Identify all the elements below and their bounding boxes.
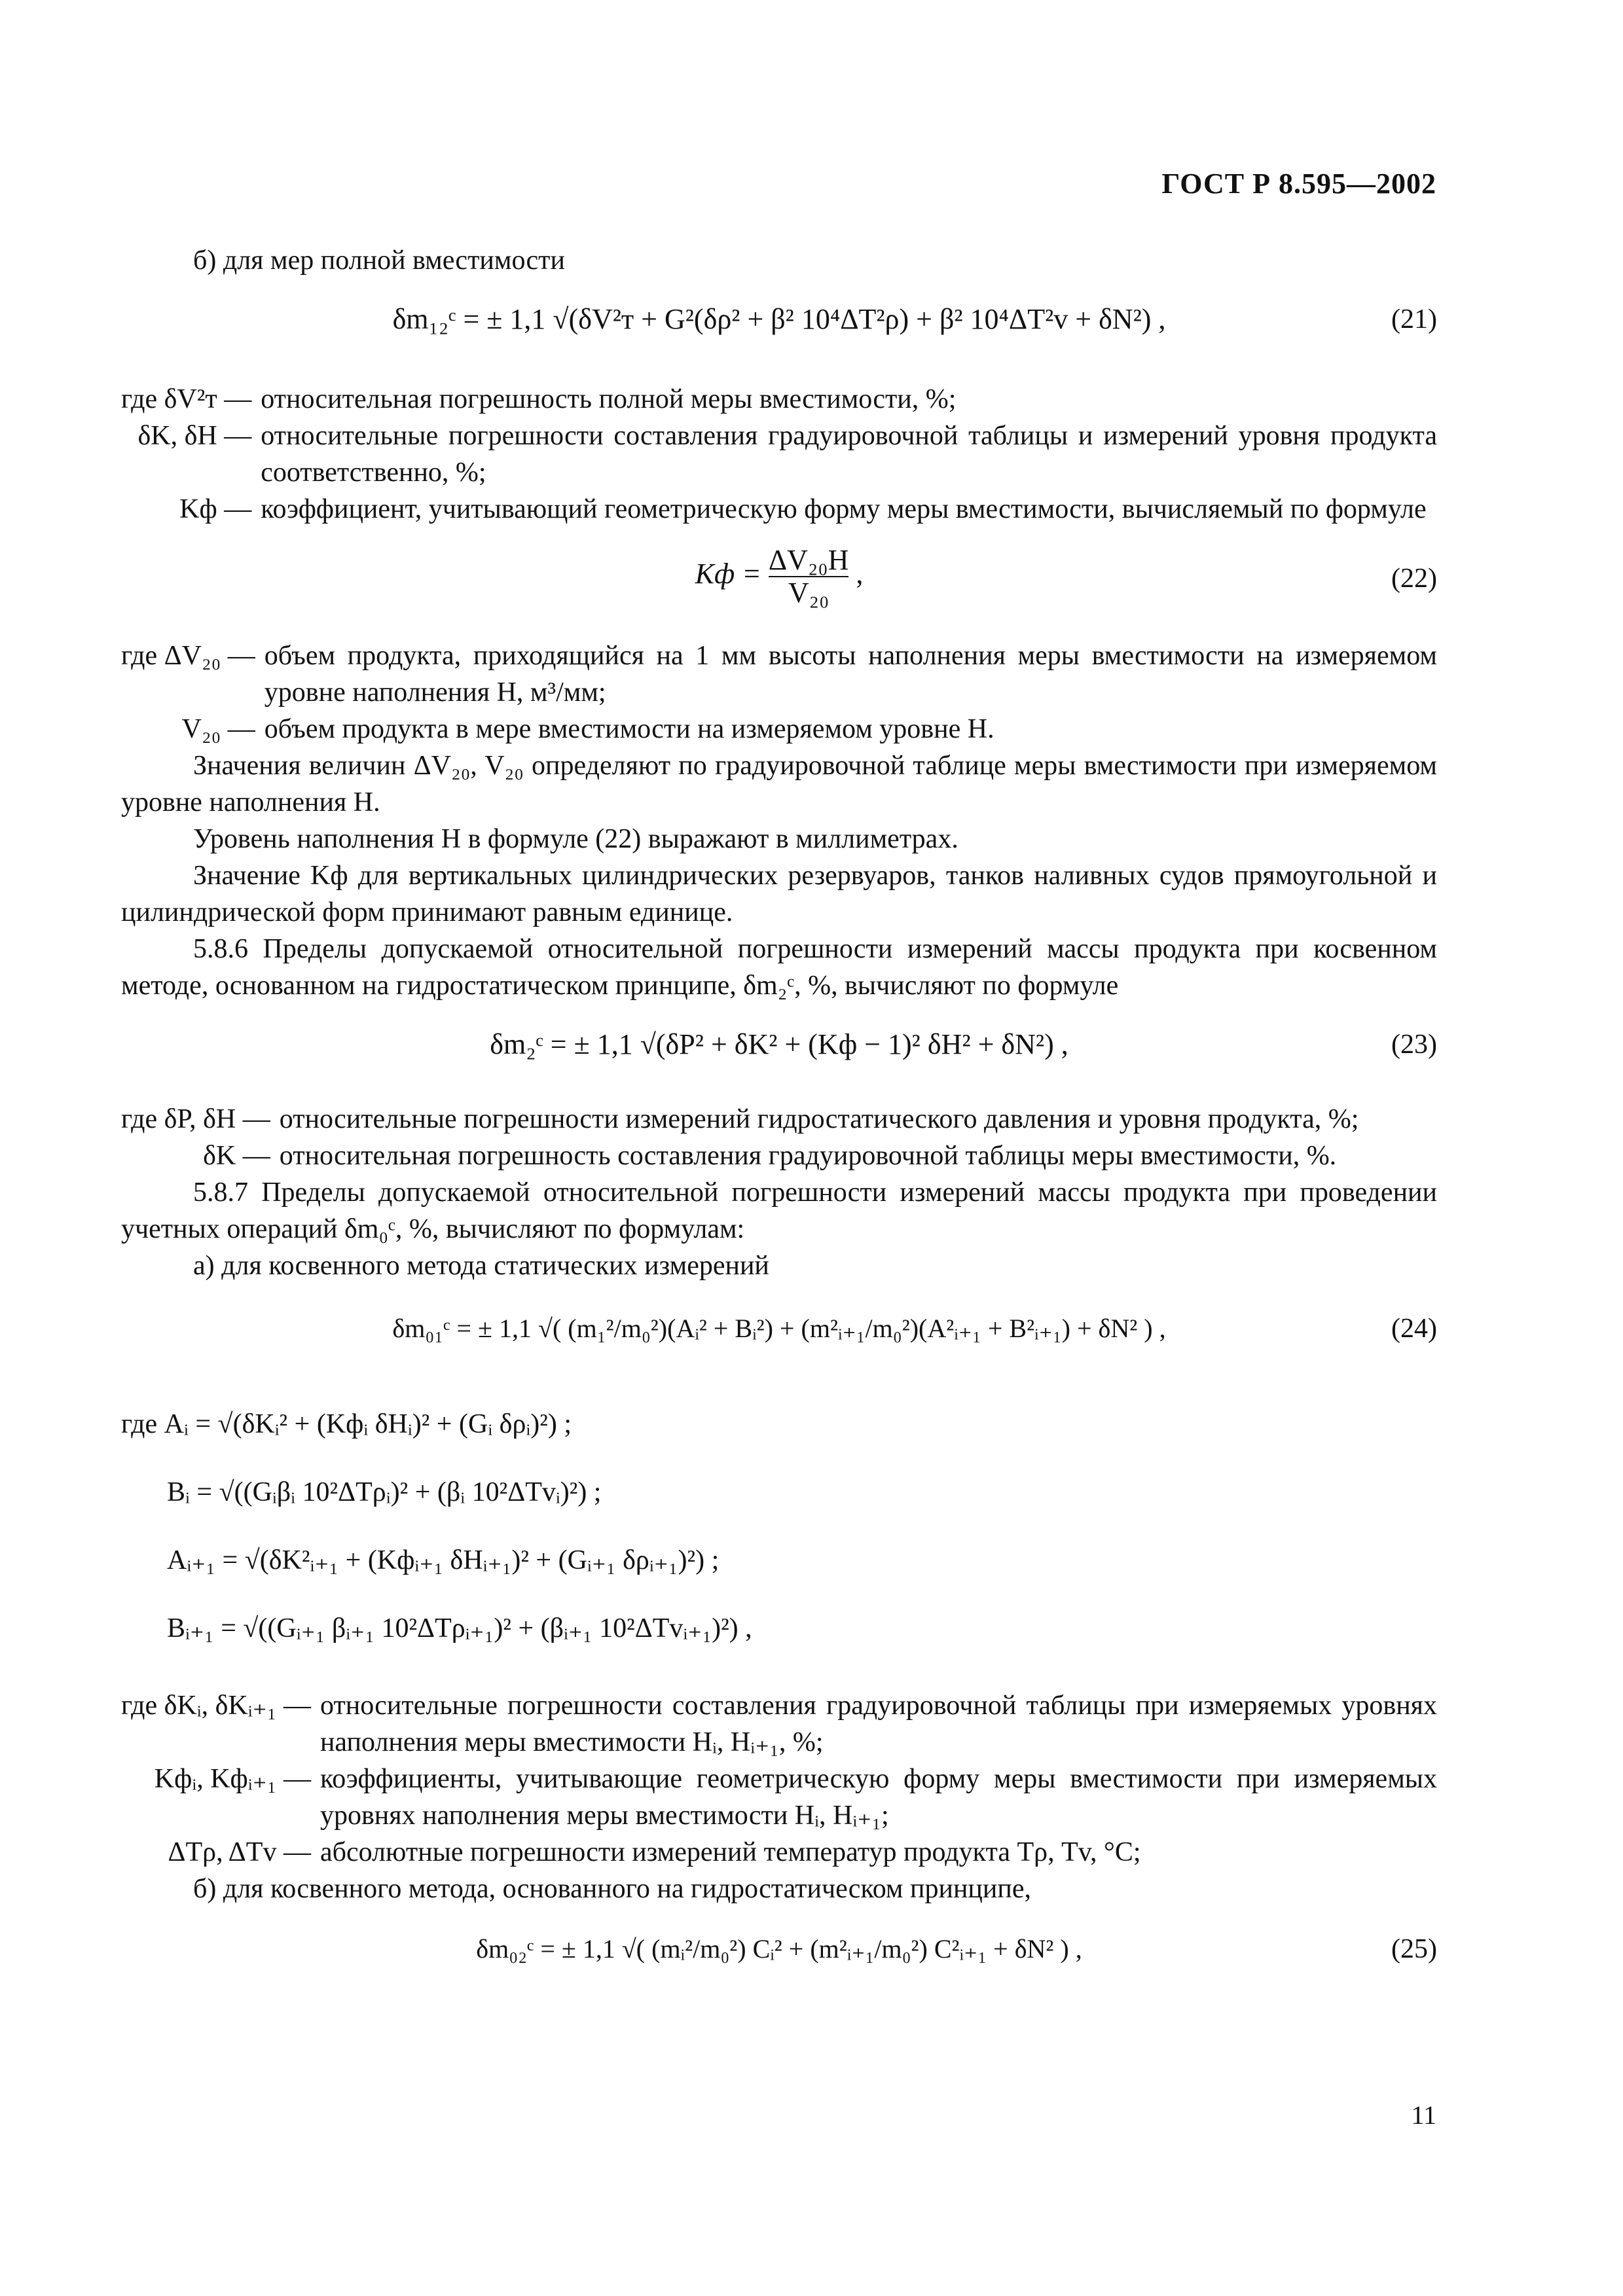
paragraph: Значение Kф для вертикальных цилиндрических резервуаров, танков наливных судов прямоугольной и цилиндрической форм принимают равным единице.: [121, 861, 1437, 927]
def-text: относительные погрешности составления градуировочной таблицы при измеряемых уровнях наполнения меры вместимости Hᵢ, Hᵢ₊₁, %;: [319, 1691, 1437, 1757]
paragraph: Уровень наполнения H в формуле (22) выражают в миллиметрах.: [193, 824, 958, 854]
formula-ai-plus-1: Aᵢ₊₁ = √(δK²ᵢ₊₁ + (Kфᵢ₊₁ δHᵢ₊₁)² + (Gᵢ₊₁ δρᵢ₊₁)²) ;: [167, 1545, 720, 1575]
def-term: где δP, δH —: [121, 1104, 270, 1134]
paragraph: а) для косвенного метода статических измерений: [193, 1251, 769, 1281]
formula: δm₁₂ᶜ = ± 1,1 √(δV²т + G²(δρ² + β² 10⁴ΔT²ρ) + β² 10⁴ΔT²v + δN²) ,: [392, 303, 1166, 335]
def-text: относительные погрешности составления градуировочной таблицы и измерений уровня продукта соответственно, %;: [261, 421, 1437, 488]
equation-number: (22): [1391, 564, 1437, 594]
definitions-24: [121, 1687, 1437, 1871]
equation-number: (23): [1391, 1030, 1437, 1060]
formula-ai: где Aᵢ = √(δKᵢ² + (Kфᵢ δHᵢ)² + (Gᵢ δρᵢ)²) ;: [121, 1409, 572, 1439]
def-term: ΔTρ, ΔTv —: [168, 1837, 311, 1867]
denominator: V₂₀: [788, 577, 830, 609]
paragraph: б) для косвенного метода, основанного на гидростатическом принципе,: [193, 1874, 1031, 1904]
auxiliary-formulas: [121, 1406, 1437, 1678]
equation-number: (24): [1391, 1314, 1437, 1344]
def-term: где δV²т —: [121, 384, 252, 414]
equation-22: [121, 545, 1437, 623]
def-text: относительные погрешности измерений гидростатического давления и уровня продукта, %;: [279, 1104, 1359, 1134]
def-text: абсолютные погрешности измерений температур продукта Tρ, Tv, °С;: [319, 1837, 1141, 1867]
paragraph: Значения величин ΔV₂₀, V₂₀ определяют по градуировочной таблице меры вместимости при измеряемом уровне наполнения H.: [121, 751, 1437, 817]
formula: δm₀₁ᶜ = ± 1,1 √( (m₁²/m₀²)(Aᵢ² + Bᵢ²) + (m²ᵢ₊₁/m₀²)(A²ᵢ₊₁ + B²ᵢ₊₁) + δN² ) ,: [392, 1314, 1166, 1343]
formula-bi-plus-1: Bᵢ₊₁ = √((Gᵢ₊₁ βᵢ₊₁ 10²ΔTρᵢ₊₁)² + (βᵢ₊₁ 10²ΔTvᵢ₊₁)²) ,: [167, 1613, 752, 1643]
numerator: ΔV₂₀H: [768, 544, 849, 576]
standard-code-header: ГОСТ Р 8.595—2002: [1161, 168, 1436, 200]
def-term: δK, δH —: [137, 421, 252, 451]
def-text: относительная погрешность составления градуировочной таблицы меры вместимости, %.: [279, 1141, 1337, 1171]
definitions-21: [121, 381, 1437, 528]
definitions-22: [121, 637, 1437, 747]
page-body: [121, 242, 1437, 2009]
def-text: относительная погрешность полной меры вместимости, %;: [261, 384, 957, 414]
equation-24: [121, 1310, 1437, 1389]
def-text: коэффициенты, учитывающие геометрическую форму меры вместимости при измеряемых уровнях наполнения меры вместимости Hᵢ, Hᵢ₊₁;: [319, 1764, 1437, 1831]
def-term: где ΔV₂₀ —: [121, 641, 255, 671]
def-text: объем продукта в мере вместимости на измеряемом уровне H.: [264, 714, 994, 744]
formula-lhs: Kф =: [695, 558, 761, 590]
def-term: V₂₀ —: [181, 714, 255, 744]
def-term: где δKᵢ, δKᵢ₊₁ —: [121, 1691, 311, 1721]
equation-number: (25): [1391, 1934, 1437, 1964]
paragraph: 5.8.6 Пределы допускаемой относительной погрешности измерений массы продукта при косвенном методе, основанном на гидростатическом принципе, δm₂ᶜ, %, вычисляют по формуле: [121, 934, 1437, 1001]
paragraph: 5.8.7 Пределы допускаемой относительной погрешности измерений массы продукта при проведении учетных операций δm₀ᶜ, %, вычисляют по формулам:: [121, 1177, 1437, 1244]
formula: δm₀₂ᶜ = ± 1,1 √( (mᵢ²/m₀²) Cᵢ² + (m²ᵢ₊₁/m₀²) C²ᵢ₊₁ + δN² ) ,: [476, 1934, 1082, 1964]
def-term: Kф —: [179, 494, 252, 524]
equation-number: (21): [1391, 304, 1437, 334]
def-term: δK —: [203, 1141, 270, 1171]
def-term: Kфᵢ, Kфᵢ₊₁ —: [154, 1764, 311, 1794]
def-text: объем продукта, приходящийся на 1 мм высоты наполнения меры вместимости на измеряемом уровне наполнения H, м³/мм;: [264, 641, 1437, 708]
page-number: 11: [1411, 2100, 1436, 2130]
formula-bi: Bᵢ = √((Gᵢβᵢ 10²ΔTρᵢ)² + (βᵢ 10²ΔTvᵢ)²) ;: [167, 1477, 602, 1507]
formula: δm₂ᶜ = ± 1,1 √(δP² + δK² + (Kф − 1)² δH² + δN²) ,: [490, 1028, 1068, 1060]
definitions-23: [121, 1101, 1437, 1174]
def-text: коэффициент, учитывающий геометрическую форму меры вместимости, вычисляемый по формуле: [261, 494, 1427, 524]
formula: [695, 545, 864, 609]
equation-23: [121, 1026, 1437, 1086]
formula-tail: ,: [856, 558, 864, 590]
fraction: [769, 545, 849, 609]
equation-25: [121, 1931, 1437, 2009]
paragraph: б) для мер полной вместимости: [193, 245, 566, 276]
equation-21: [121, 301, 1437, 361]
